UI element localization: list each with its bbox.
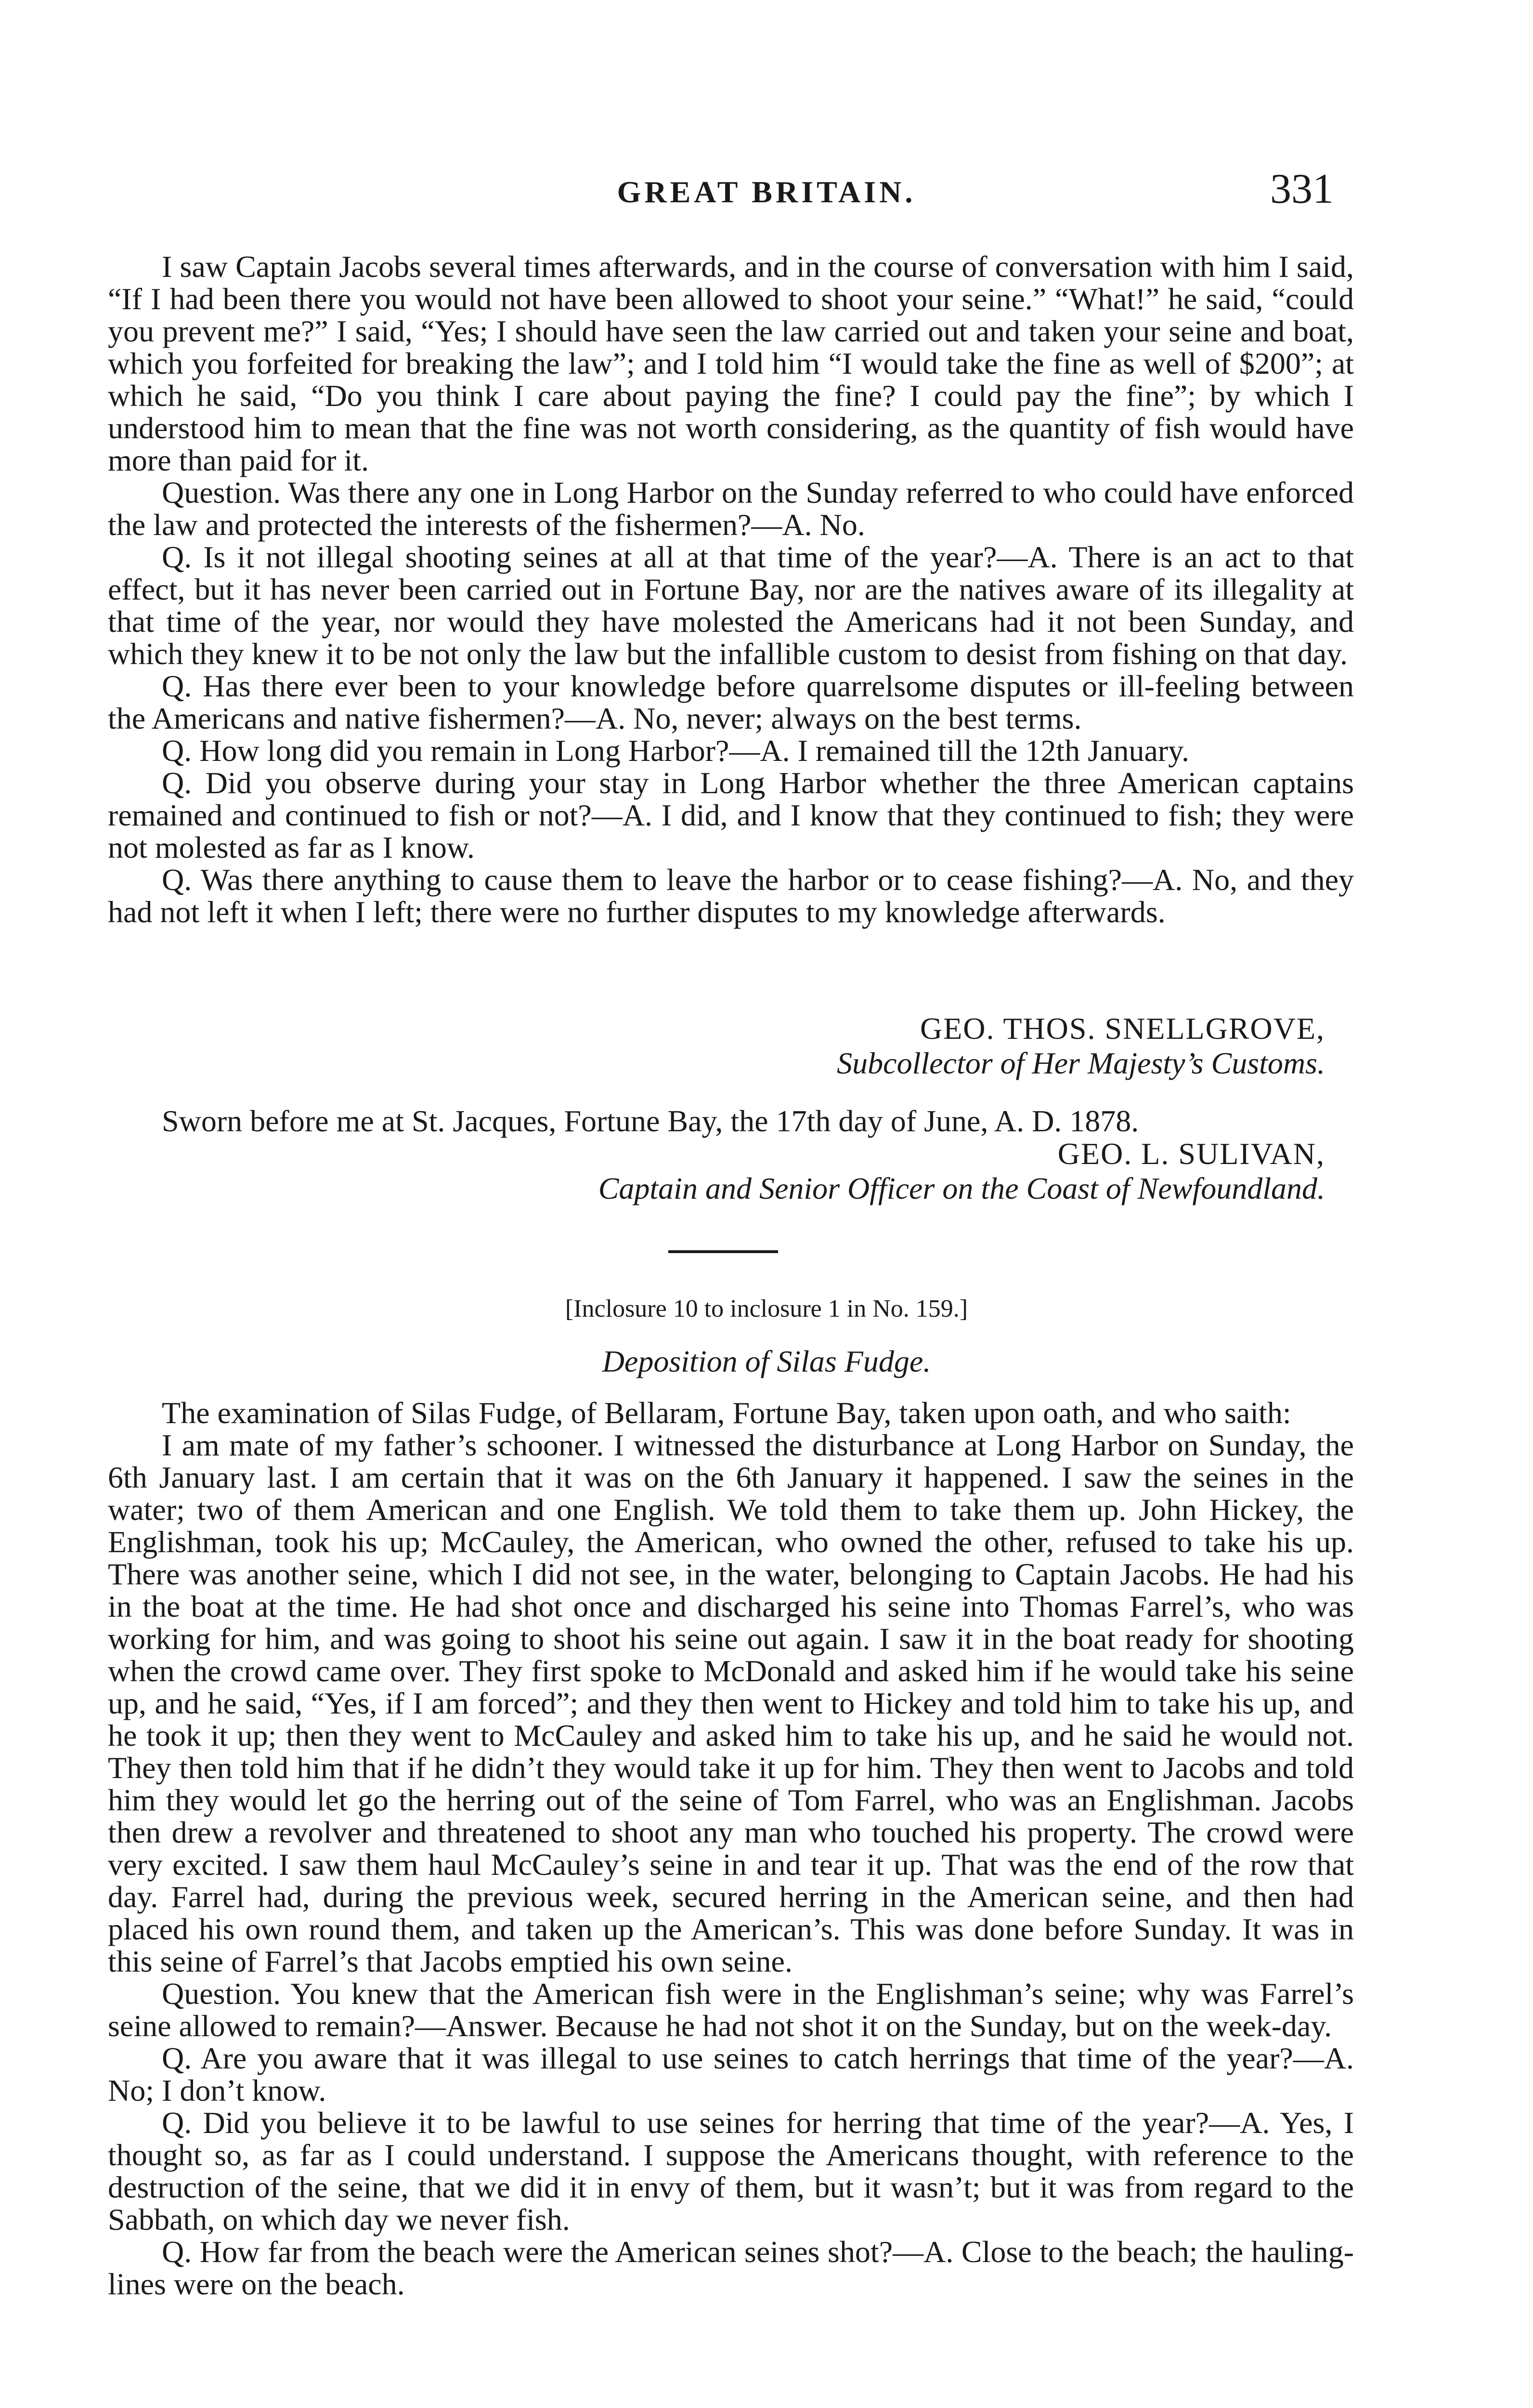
page-number: 331 — [1270, 166, 1334, 212]
deposition-title: Deposition of Silas Fudge. — [602, 1344, 931, 1378]
paragraph: The examination of Silas Fudge, of Bellaram, Fortune Bay, taken upon oath, and who saith: — [162, 1396, 1291, 1430]
inclosure-reference: [Inclosure 10 to inclosure 1 in No. 159.] — [565, 1295, 968, 1322]
signature-snellgrove — [837, 1011, 1325, 1081]
paragraph: Q. Was there anything to cause them to leave the harbor or to cease fishing?—A. No, and they had not left it when I left; there were no further disputes to my knowledge afterwards. — [108, 863, 1354, 929]
paragraph: Q. How far from the beach were the American seines shot?—A. Close to the beach; the hauling-lines were on the beach. — [108, 2235, 1354, 2301]
paragraph: I am mate of my father’s schooner. I witnessed the disturbance at Long Harbor on Sunday, the 6th January last. I am certain that it was on the 6th January it happened. I saw the seines in the water; two of them American and one English. We told them to take them up. John Hickey, the Englishman, took his up; McCauley, the American, who owned the other, refused to take his up. There was another seine, which I did not see, in the water, belonging to Captain Jacobs. He had his in the boat at the time. He had shot once and discharged his seine into Thomas Farrel’s, who was working for him, and was going to shoot his seine out again. I saw it in the boat ready for shooting when the crowd came over. They first spoke to McDonald and asked him if he would take his seine up, and he said, “Yes, if I am forced”; and they then went to Hickey and told him to take his up, and he took it up; then they went to McCauley and asked him to take his up, and he said he would not. They then told him that if he didn’t they would take it up for him. They then went to Jacobs and told him they would let go the herring out of the seine of Tom Farrel, who was an Englishman. Jacobs then drew a revolver and threatened to shoot any man who touched his property. The crowd were very excited. I saw them haul McCauley’s seine in and tear it up. That was the end of the row that day. Farrel had, during the previous week, secured herring in the American seine, and then had placed his own round them, and taken up the American’s. This was done before Sunday. It was in this seine of Farrel’s that Jacobs emptied his own seine. — [108, 1428, 1354, 1978]
sworn-statement: Sworn before me at St. Jacques, Fortune Bay, the 17th day of June, A. D. 1878. — [162, 1104, 1139, 1138]
page-header-title: GREAT BRITAIN. — [617, 175, 916, 209]
paragraph: Q. Did you believe it to be lawful to use seines for herring that time of the year?—A. Yes, I thought so, as far as I could understand. I suppose the Americans thought, with reference to the destruction of the seine, that we did it in envy of them, but it wasn’t; but it was from regard to the Sabbath, on which day we never fish. — [108, 2106, 1354, 2237]
paragraph: I saw Captain Jacobs several times afterwards, and in the course of conversation with him I said, “If I had been there you would not have been allowed to shoot your seine.” “What!” he said, “could you prevent me?” I said, “Yes; I should have seen the law carried out and taken your seine and boat, which you forfeited for breaking the law”; and I told him “I would take the fine as well of $200”; at which he said, “Do you think I care about paying the fine? I could pay the fine”; by which I understood him to mean that the fine was not worth considering, as the quantity of fish would have more than paid for it. — [108, 249, 1354, 477]
fudge-deposition-body — [108, 1397, 1354, 2300]
snellgrove-deposition-body — [108, 250, 1354, 928]
signatory-title: Subcollector of Her Majesty’s Customs. — [837, 1046, 1325, 1080]
paragraph: Q. Has there ever been to your knowledge before quarrelsome disputes or ill-feeling between the Americans and native fishermen?—A. No, never; always on the best terms. — [108, 669, 1354, 735]
paragraph: Q. Are you aware that it was illegal to use seines to catch herrings that time of the year?—A. No; I don’t know. — [108, 2041, 1354, 2107]
signatory-name: GEO. L. SULIVAN, — [1057, 1137, 1325, 1171]
paragraph: Q. Is it not illegal shooting seines at all at that time of the year?—A. There is an act to that effect, but it has never been carried out in Fortune Bay, nor are the natives aware of its illegality at that time of the year, nor would they have molested the Americans had it not been Sunday, and which they knew it to be not only the law but the infallible custom to desist from fishing on that day. — [108, 540, 1354, 671]
paragraph: Question. Was there any one in Long Harbor on the Sunday referred to who could have enforced the law and protected the interests of the fishermen?—A. No. — [108, 475, 1354, 542]
signature-sulivan — [598, 1137, 1325, 1206]
paragraph: Question. You knew that the American fish were in the Englishman’s seine; why was Farrel’s seine allowed to remain?—Answer. Because he had not shot it on the Sunday, but on the week-day. — [108, 1976, 1354, 2043]
paragraph: Q. How long did you remain in Long Harbor?—A. I remained till the 12th January. — [162, 733, 1190, 768]
signatory-title: Captain and Senior Officer on the Coast of Newfoundland. — [598, 1171, 1325, 1205]
signatory-name: GEO. THOS. SNELLGROVE, — [920, 1011, 1325, 1046]
section-divider — [668, 1250, 778, 1253]
paragraph: Q. Did you observe during your stay in Long Harbor whether the three American captains remained and continued to fish or not?—A. I did, and I know that they continued to fish; they were not molested as far as I know. — [108, 766, 1354, 864]
